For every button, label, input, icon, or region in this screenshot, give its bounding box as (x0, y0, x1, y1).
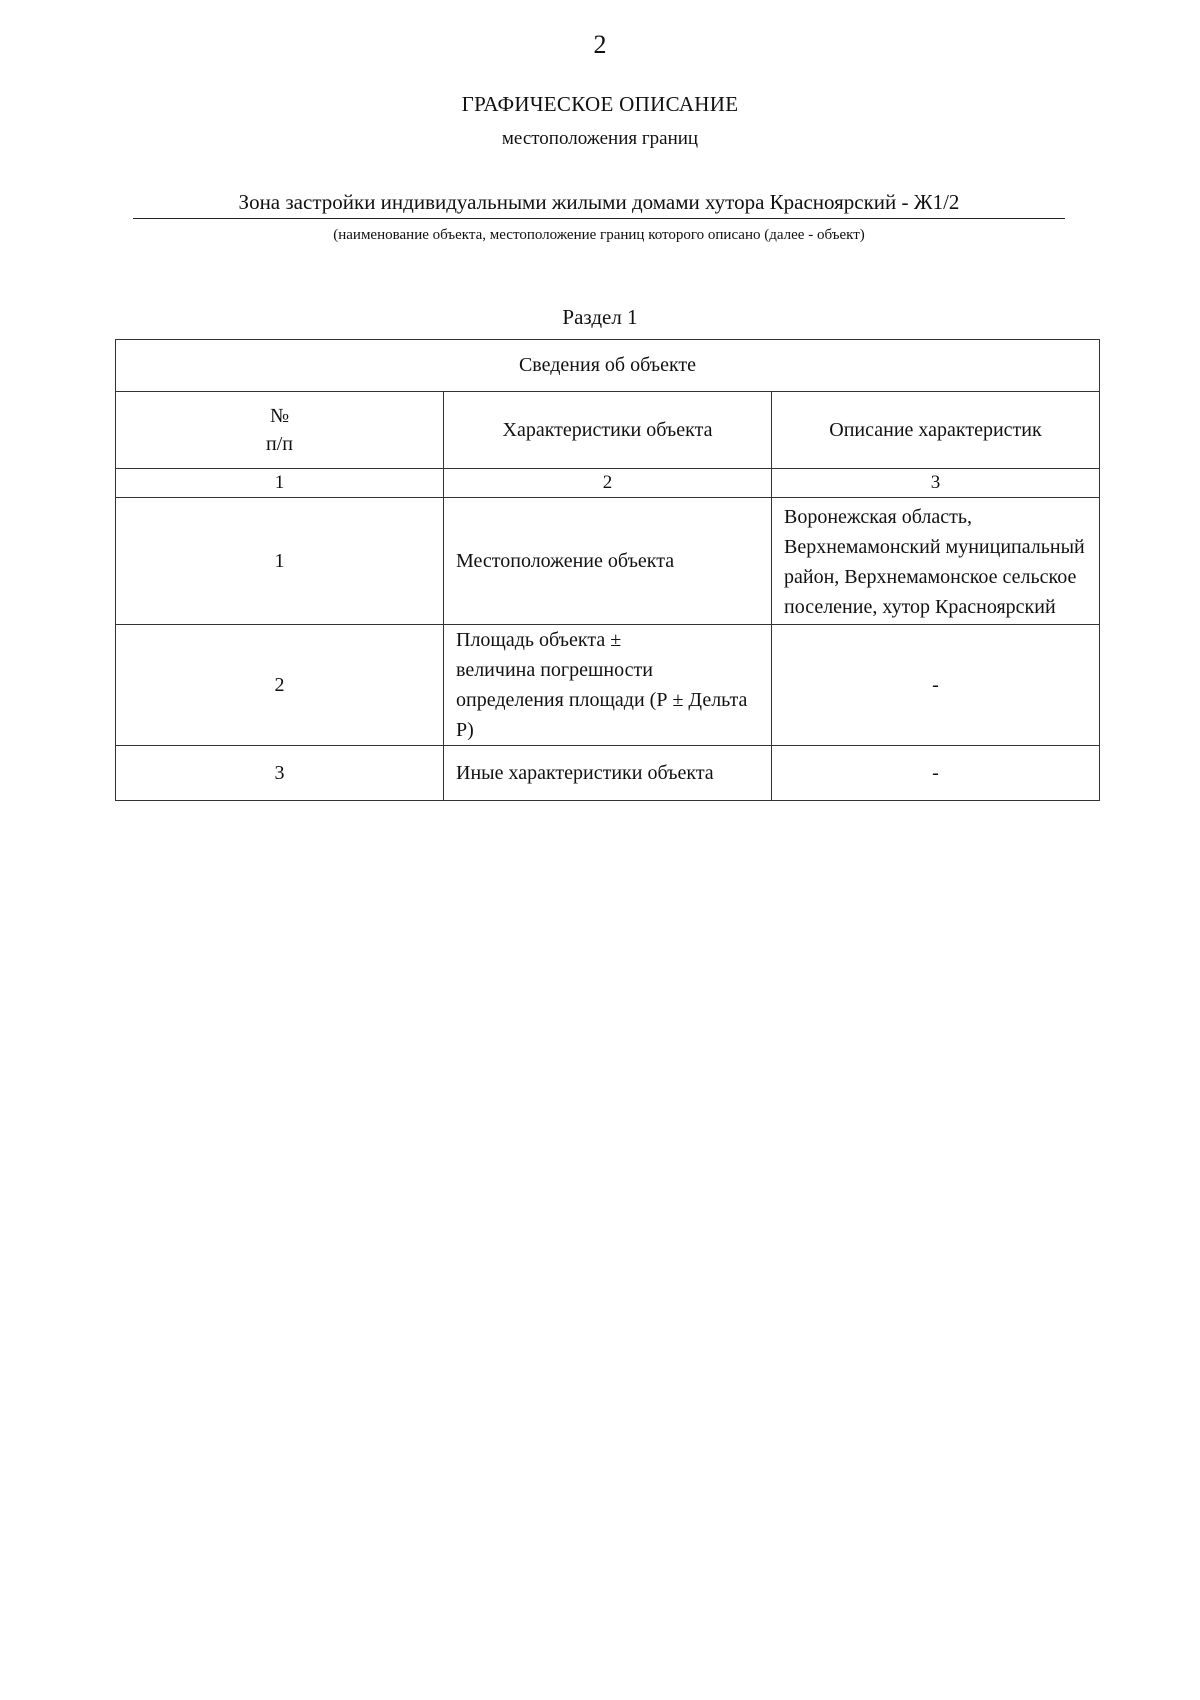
table-caption-row (116, 340, 1100, 392)
column-number: 1 (116, 469, 444, 498)
document-subtitle: местоположения границ (501, 128, 699, 149)
row-characteristic: Площадь объекта ± величина погрешности определения площади (Р ± Дельта Р) (444, 625, 772, 746)
table-row (116, 625, 1100, 746)
document-title: ГРАФИЧЕСКОЕ ОПИСАНИЕ (461, 92, 739, 116)
object-info-table (115, 339, 1100, 801)
header-number: № п/п (116, 392, 444, 469)
table-row (116, 498, 1100, 625)
row-characteristic: Местоположение объекта (444, 498, 772, 625)
column-number: 3 (772, 469, 1100, 498)
table-row (116, 746, 1100, 801)
header-characteristic: Характеристики объекта (444, 392, 772, 469)
table-header-row (116, 392, 1100, 469)
page-number: 2 (593, 30, 607, 59)
row-description: Воронежская область, Верхнемамонский муниципальный район, Верхнемамонское сельское поселение, хутор Красноярский (772, 498, 1100, 625)
row-description: - (772, 625, 1100, 746)
column-number-row (116, 469, 1100, 498)
header-description: Описание характеристик (772, 392, 1100, 469)
table-caption: Сведения об объекте (116, 340, 1100, 392)
row-description: - (772, 746, 1100, 801)
row-characteristic: Иные характеристики объекта (444, 746, 772, 801)
row-number: 3 (116, 746, 444, 801)
section-title: Раздел 1 (562, 305, 638, 329)
object-name: Зона застройки индивидуальными жилыми домами хутора Красноярский - Ж1/2 (133, 190, 1065, 219)
row-number: 1 (116, 498, 444, 625)
row-number: 2 (116, 625, 444, 746)
object-name-caption: (наименование объекта, местоположение границ которого описано (далее - объект) (333, 227, 865, 243)
column-number: 2 (444, 469, 772, 498)
